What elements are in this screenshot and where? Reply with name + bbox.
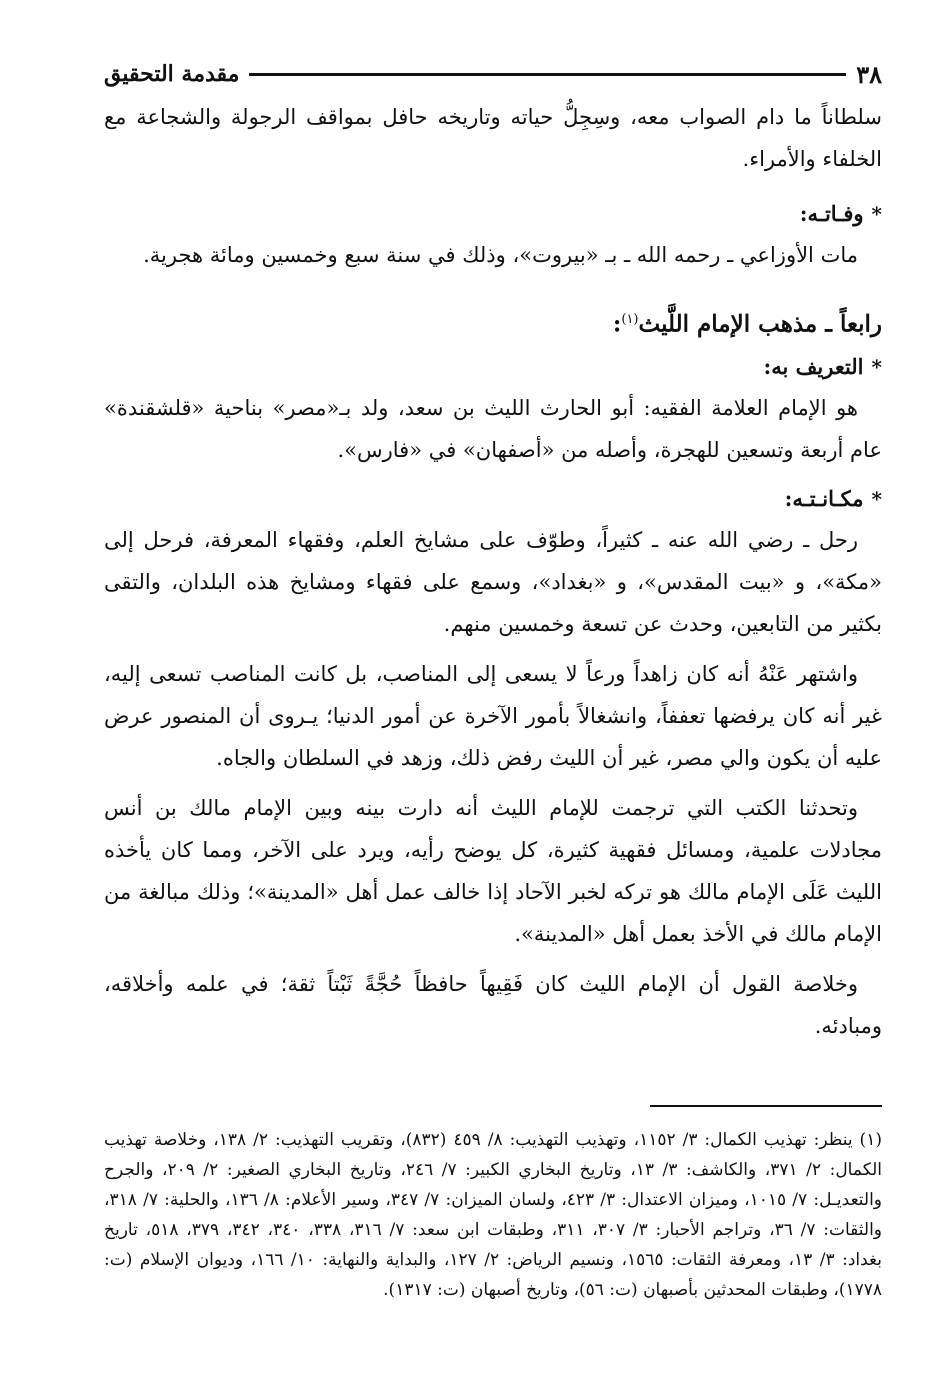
makana-heading-label: مكـانـتـه: [784, 485, 864, 511]
wafat-heading [104, 194, 882, 234]
running-title: مقدمة التحقيق [104, 61, 240, 87]
header-rule [249, 73, 846, 76]
section-title-text: رابعاً ـ مذهب الإمام اللَّيث [638, 310, 882, 338]
running-header [104, 52, 882, 96]
asterisk-icon: * [871, 486, 882, 511]
tarif-heading [104, 347, 882, 387]
footnote: (١) ينظر: تهذيب الكمال: ٣/ ١١٥٢، وتهذيب التهذيب: ٨/ ٤٥٩ (٨٣٢)، وتقريب التهذيب: ٢/ ١٣٨، وخلاصة تهذيب الكمال: ٢/ ٣٧١، والكاشف: ٣/ ١٣، وتاريخ البخاري الكبير: ٧/ ٢٤٦، وتاريخ البخاري الصغير: ٢/ ٢٠٩، والجرح والتعديـل: ٧/ ١٠١٥، وميزان الاعتدال: ٣/ ٤٢٣، ولسان الميزان: ٧/ ٣٤٧، وسير الأعلام: ٨/ ١٣٦، والحلية: ٧/ ٣١٨، والثقات: ٧/ ٣٦، وتراجم الأحبار: ٣/ ٣٠٧، ٣١١، وطبقات ابن سعد: ٧/ ٣١٦، ٣٣٨، ٣٤٠، ٣٤٢، ٣٧٩، ٥١٨، تاريخ بغداد: ٣/ ١٣، ومعرفة الثقات: ١٥٦٥، ونسيم الرياض: ٢/ ١٢٧، والبداية والنهاية: ١٠/ ١٦٦، وديوان الإسلام (ت: ١٧٧٨)، وطبقات المحدثين بأصبهان (ت: ٥٦)، وتاريخ أصبهان (ت: ١٣١٧). [104, 1129, 883, 1300]
makana-paragraph: وخلاصة القول أن الإمام الليث كان فَقِيهاً حافظاً حُجَّةً ثَبْتاً ثقة؛ في علمه وأخلاقه، ومبادئه. [104, 971, 882, 1038]
tarif-heading-label: التعريف به: [763, 353, 864, 379]
footnote-separator [650, 1105, 882, 1107]
asterisk-icon: * [871, 202, 882, 226]
section-title [104, 298, 882, 347]
book-page [104, 52, 882, 1353]
makana-paragraph: وتحدثنا الكتب التي ترجمت للإمام الليث أنه دارت بينه وبين الإمام مالك بن أنس مجادلات علمية، ومسائل فقهية كثيرة، كل يوضح رأيه، ويرد على الآخر، ومما كان يأخذه الليث عَلَى الإمام مالك هو تركه لخبر الآحاد إذا خالف عمل أهل «المدينة»؛ وذلك مبالغة من الإمام مالك في الأخذ بعمل أهل «المدينة». [104, 795, 882, 946]
wafat-heading-label: وفـاتـه: [799, 201, 864, 226]
section-title-suffix: : [612, 310, 622, 338]
makana-paragraph: واشتهر عَنْهُ أنه كان زاهداً ورعاً لا يسعى إلى المناصب، بل كانت المناصب تسعى إليه، غير أنه كان يرفضها تعففاً، وانشغالاً بأمور الآخرة عن أمور الدنيا؛ يـروى أن المنصور عرض عليه أن يكون والي مصر، غير أن الليث رفض ذلك، وزهد في السلطان والجاه. [104, 661, 882, 770]
makana-paragraph: رحل ـ رضي الله عنه ـ كثيراً، وطوّف على مشايخ العلم، وفقهاء المعرفة، فرحل إلى «مكة»، و «بيت المقدس»، و «بغداد»، وسمع على فقهاء ومشايخ هذه البلدان، والتقى بكثير من التابعين، وحدث عن تسعة وخمسين منهم. [104, 527, 882, 636]
tarif-text: هو الإمام العلامة الفقيه: أبو الحارث الليث بن سعد، ولد بـ«مصر» بناحية «قلشقندة» عام أربعة وتسعين للهجرة، وأصله من «أصفهان» في «فارس». [104, 395, 882, 462]
asterisk-icon: * [871, 354, 882, 379]
intro-paragraph: سلطاناً ما دام الصواب معه، وسِجِلُّ حياته وتاريخه حافل بمواقف الرجولة والشجاعة مع الخلفاء والأمراء. [104, 105, 882, 171]
wafat-text: مات الأوزاعي ـ رحمه الله ـ بـ «بيروت»، وذلك في سنة سبع وخمسين ومائة هجرية. [143, 243, 858, 267]
page-number: ٣٨ [856, 59, 882, 89]
footnote-marker: (١) [621, 312, 639, 327]
makana-heading [104, 479, 882, 519]
